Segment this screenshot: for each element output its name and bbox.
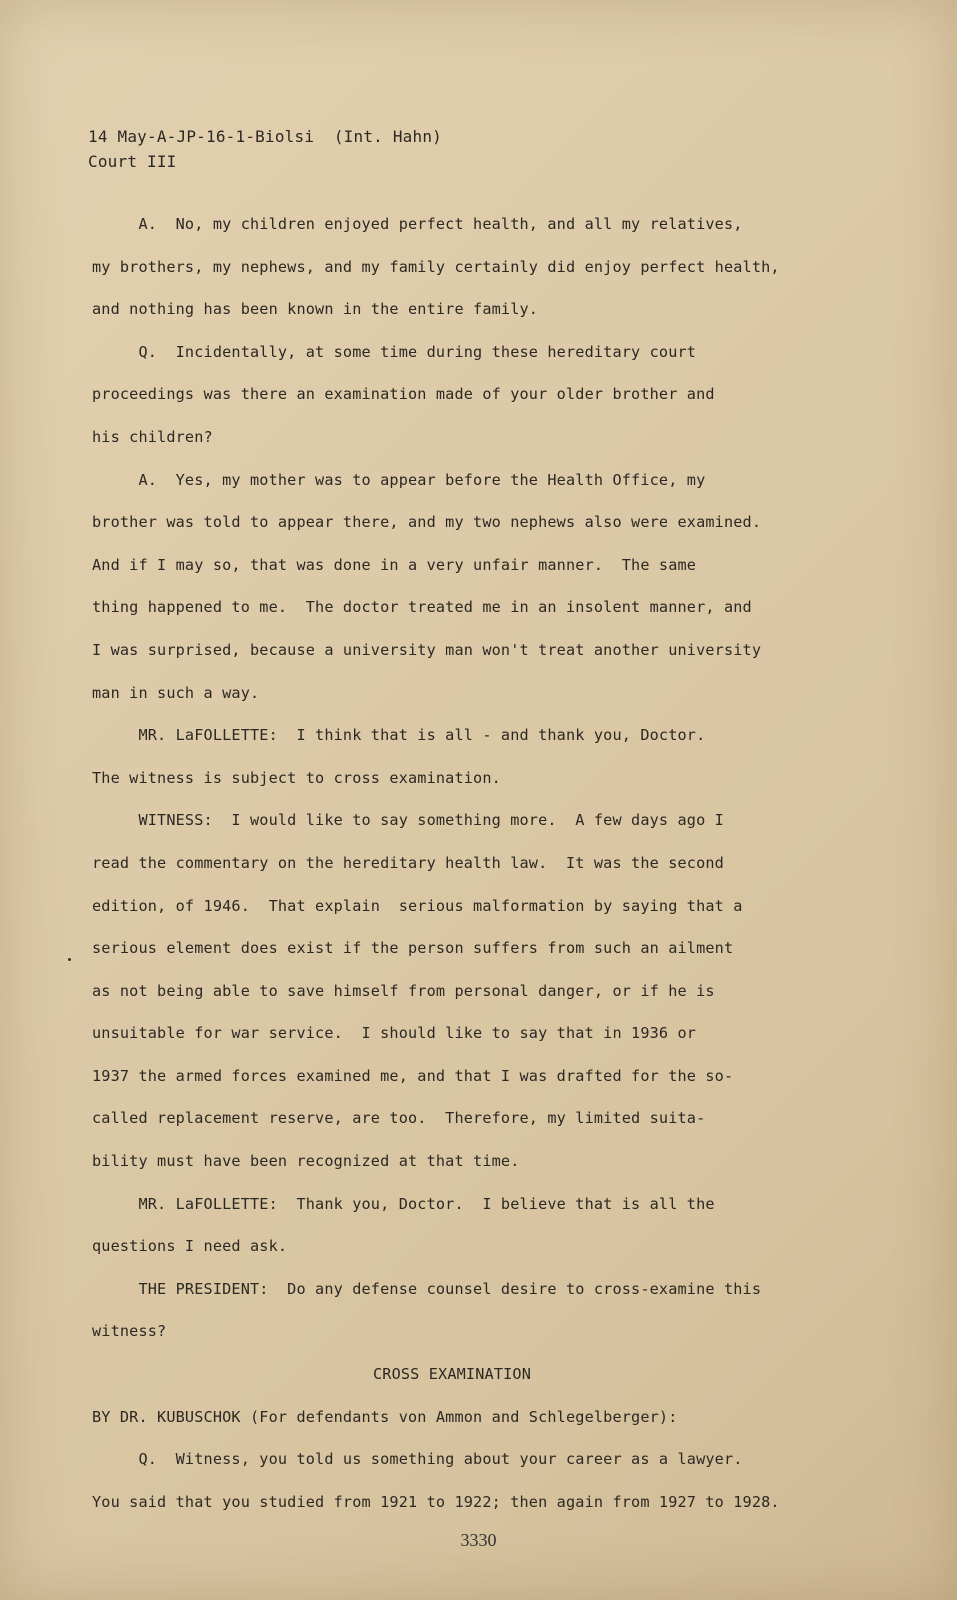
transcript-line: man in such a way. [92,683,260,702]
transcript-line: And if I may so, that was done in a very unfair manner. The same [92,555,697,574]
transcript-line: MR. LaFOLLETTE: Thank you, Doctor. I believe that is all the [92,1194,715,1213]
document-header [88,124,442,174]
transcript-line: serious element does exist if the person suffers from such an ailment [92,939,734,958]
transcript-line: his children? [92,427,213,446]
transcript-line: MR. LaFOLLETTE: I think that is all - and thank you, Doctor. [92,726,706,745]
section-title: CROSS EXAMINATION [373,1365,531,1384]
transcript-line: brother was told to appear there, and my two nephews also were examined. [92,513,762,532]
transcript-line: called replacement reserve, are too. Therefore, my limited suita- [92,1109,706,1128]
transcript-line: WITNESS: I would like to say something more. A few days ago I [92,811,724,830]
paper-speck [68,958,71,961]
transcript-line: You said that you studied from 1921 to 1922; then again from 1927 to 1928. [92,1492,780,1511]
transcript-line: read the commentary on the hereditary health law. It was the second [92,853,724,872]
header-line-1: 14 May-A-JP-16-1-Biolsi (Int. Hahn) [88,127,442,146]
transcript-body [92,203,852,1523]
header-line-2: Court III [88,152,177,171]
transcript-line: witness? [92,1322,167,1341]
transcript-line: bility must have been recognized at that time. [92,1152,520,1171]
transcript-line: 1937 the armed forces examined me, and that I was drafted for the so- [92,1066,734,1085]
transcript-line: A. No, my children enjoyed perfect health, and all my relatives, [92,215,743,233]
transcript-line: Q. Incidentally, at some time during these hereditary court [92,342,697,361]
transcript-line: questions I need ask. [92,1237,288,1256]
transcript-line: my brothers, my nephews, and my family certainly did enjoy perfect health, [92,257,780,276]
transcript-line: A. Yes, my mother was to appear before the Health Office, my [92,470,706,489]
transcript-line: Q. Witness, you told us something about your career as a lawyer. [92,1450,743,1469]
transcript-line: THE PRESIDENT: Do any defense counsel desire to cross-examine this [92,1279,762,1298]
transcript-line: I was surprised, because a university man won't treat another university [92,640,762,659]
transcript-line: as not being able to save himself from personal danger, or if he is [92,981,715,1000]
page-number: 3330 [460,1530,497,1550]
transcript-line: unsuitable for war service. I should like to say that in 1936 or [92,1024,697,1043]
transcript-line: BY DR. KUBUSCHOK (For defendants von Ammon and Schlegelberger): [92,1407,678,1426]
transcript-line: edition, of 1946. That explain serious malformation by saying that a [92,896,743,915]
transcript-line: proceedings was there an examination made of your older brother and [92,385,715,404]
transcript-line: The witness is subject to cross examination. [92,768,501,787]
transcript-line: and nothing has been known in the entire family. [92,300,539,319]
transcript-line: thing happened to me. The doctor treated me in an insolent manner, and [92,598,752,617]
